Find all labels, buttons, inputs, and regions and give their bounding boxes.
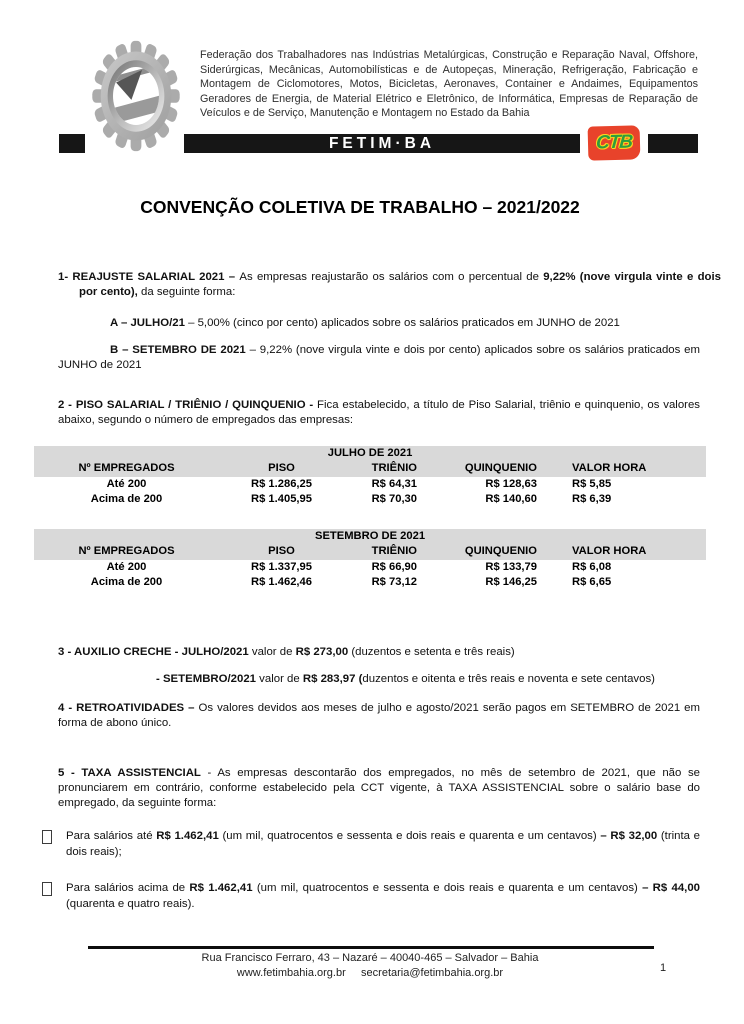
cell: R$ 6,08: [572, 560, 612, 573]
taxa-bullet-2: [42, 881, 700, 912]
taxa-bullet-1-text: Para salários até R$ 1.462,41 (um mil, quatrocentos e sessenta e dois reais e quarenta e um centavos) – R$ 32,00 (trinta e dois reais);: [66, 830, 701, 858]
square-bullet-icon: [42, 882, 52, 896]
section-5-taxa-assistencial: 5 - TAXA ASSISTENCIAL - As empresas descontarão dos empregados, no mês de setembro de 2021, que não se pronunciarem em contrário, conforme estabelecido pela CCT vigente, à TAXA ASSISTENCIAL sobre o salário base do empregado, da seguinte forma:: [58, 767, 700, 809]
table-header-row: [34, 461, 706, 477]
fetim-ba-banner: [184, 134, 580, 153]
square-bullet-icon: [42, 830, 52, 844]
footer-divider: [88, 946, 654, 949]
col-header: Nº EMPREGADOS: [34, 544, 219, 560]
federation-description: Federação dos Trabalhadores nas Indústrias Metalúrgicas, Construção e Reparação Naval, Offshore, Siderúrgicas, Mecânicas, Automobilísticas e de Autopeças, Mineração, Refrigeração, Fabricação e Montagem de Ciclomotores, Motos, Bicicletas, Aeronaves, Container e Andaimes, Equipamentos Geradores de Energia, de Material Elétrico e Eletrônico, de Informática, Empresas de Reparação de Veículos e de Serviço, Manutenção e Montagem no Estado da Bahia: [200, 49, 698, 120]
cell: R$ 73,12: [371, 576, 417, 588]
ctb-label: CTB: [595, 131, 633, 154]
section-2-piso-salarial: 2 - PISO SALARIAL / TRIÊNIO / QUINQUENIO - Fica estabelecido, a título de Piso Salarial, triênio e quinquenio, os valores abaixo, segundo o número de empregados das empresas:: [58, 399, 700, 426]
table-row: [34, 560, 706, 576]
table-setembro-2021: [34, 529, 706, 591]
ctb-logo: [588, 125, 641, 160]
table-header-row: [34, 544, 706, 560]
col-header: Nº EMPREGADOS: [34, 461, 219, 477]
cell: R$ 64,31: [371, 477, 417, 490]
item-a-julho: A – JULHO/21 – 5,00% (cinco por cento) aplicados sobre os salários praticados em JUNHO de 2021: [110, 317, 620, 329]
cell: R$ 1.337,95: [251, 560, 312, 573]
col-header: TRIÊNIO: [344, 544, 439, 560]
section-3-auxilio-creche: 3 - AUXILIO CRECHE - JULHO/2021 valor de R$ 273,00 (duzentos e setenta e três reais): [58, 646, 515, 658]
cell: R$ 6,39: [572, 493, 612, 505]
salary-table-setembro: [34, 529, 706, 591]
col-header: VALOR HORA: [554, 461, 706, 477]
cell: R$ 133,79: [485, 560, 537, 573]
table-row: [34, 575, 706, 591]
banner-left-segment: [59, 134, 85, 153]
table-title: SETEMBRO DE 2021: [34, 529, 706, 544]
cell: R$ 70,30: [371, 493, 417, 505]
cell: R$ 5,85: [572, 477, 612, 490]
taxa-bullet-1: [42, 829, 700, 860]
cell: R$ 140,60: [485, 493, 537, 505]
table-title-row: [34, 529, 706, 544]
fetim-gear-logo-icon: [90, 38, 182, 154]
salary-table-julho: [34, 446, 706, 508]
footer-website: www.fetimbahia.org.br: [236, 967, 346, 979]
cell: Até 200: [106, 477, 147, 490]
cell: R$ 66,90: [371, 560, 417, 573]
section-1-reajuste-salarial: 1- REAJUSTE SALARIAL 2021 – As empresas reajustarão os salários com o percentual de 9,22% (nove virgula vinte e dois por cento), da seguinte forma:: [58, 271, 721, 298]
table-row: [34, 477, 706, 493]
footer-contact-spacer: [349, 967, 358, 979]
table-title-row: [34, 446, 706, 461]
page-title: CONVENÇÃO COLETIVA DE TRABALHO – 2021/2022: [140, 197, 580, 217]
cell: R$ 1.462,46: [251, 576, 312, 588]
page-number: 1: [660, 962, 667, 974]
col-header: PISO: [219, 544, 344, 560]
section-4-retroatividades: 4 - RETROATIVIDADES – Os valores devidos aos meses de julho e agosto/2021 serão pagos em SETEMBRO de 2021 em forma de abono único.: [58, 702, 700, 729]
cell: Acima de 200: [90, 493, 163, 505]
fetim-ba-label: FETIM·BA: [328, 134, 436, 152]
item-b-setembro: B – SETEMBRO DE 2021 – 9,22% (nove virgula vinte e dois por cento) aplicados sobre os salários praticados em JUNHO de 2021: [58, 344, 700, 371]
cell: R$ 6,65: [572, 576, 612, 588]
col-header: TRIÊNIO: [344, 461, 439, 477]
cell: Acima de 200: [90, 576, 163, 588]
cell: R$ 1.405,95: [251, 493, 312, 505]
table-title: JULHO DE 2021: [34, 446, 706, 461]
table-julho-2021: [34, 446, 706, 508]
footer-contacts: [50, 967, 690, 979]
table-row: [34, 492, 706, 508]
cell: Até 200: [106, 560, 147, 573]
footer-email: secretaria@fetimbahia.org.br: [361, 967, 504, 979]
banner-right-segment: [648, 134, 698, 153]
section-3-setembro-line: - SETEMBRO/2021 valor de R$ 283,97 (duzentos e oitenta e três reais e noventa e sete centavos): [156, 673, 655, 685]
cell: R$ 1.286,25: [251, 477, 312, 490]
col-header: PISO: [219, 461, 344, 477]
taxa-bullet-2-text: Para salários acima de R$ 1.462,41 (um mil, quatrocentos e sessenta e dois reais e quarenta e um centavos) – R$ 44,00 (quarenta e quatro reais).: [66, 882, 700, 910]
footer-address: Rua Francisco Ferraro, 43 – Nazaré – 40040-465 – Salvador – Bahia: [201, 952, 539, 964]
cell: R$ 128,63: [485, 477, 537, 490]
col-header: QUINQUENIO: [439, 544, 554, 560]
cell: R$ 146,25: [485, 576, 537, 588]
col-header: QUINQUENIO: [439, 461, 554, 477]
col-header: VALOR HORA: [554, 544, 706, 560]
